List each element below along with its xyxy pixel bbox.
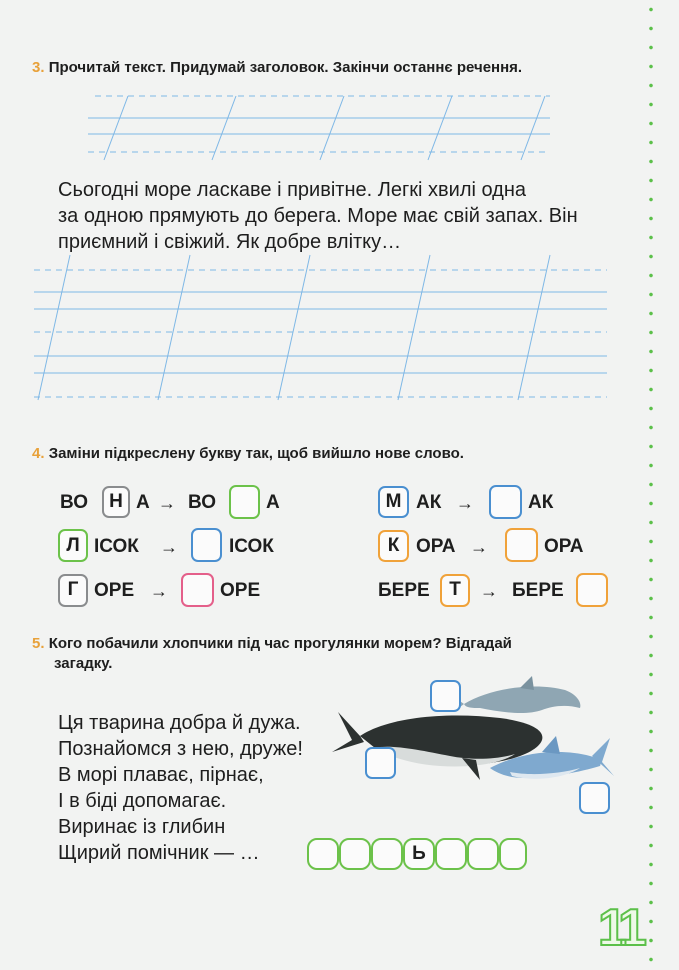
task-number: 3.	[32, 59, 45, 76]
word-part: БЕРЕ	[378, 580, 430, 601]
word-part: БЕРЕ	[512, 580, 564, 601]
riddle-line: Виринає із глибин	[58, 816, 226, 838]
task-4-heading	[32, 444, 464, 464]
word-part: А	[266, 492, 280, 513]
underlined-letter: Н	[109, 491, 123, 512]
arrow-icon: →	[158, 493, 176, 513]
answer-cell[interactable]	[371, 838, 403, 870]
word-part: АК	[528, 492, 554, 513]
underlined-letter: М	[385, 491, 402, 512]
dolphin-answer-box[interactable]	[430, 680, 461, 712]
word-part: ВО	[188, 492, 217, 513]
task-instruction: Прочитай текст. Придумай заголовок. Закінчи останнє речення.	[48, 59, 523, 76]
answer-cell[interactable]	[435, 838, 467, 870]
answer-box[interactable]	[576, 573, 608, 607]
riddle-line: Познайомся з нею, друже!	[58, 738, 303, 760]
riddle-line: І в біді допомагає.	[58, 790, 227, 812]
arrow-icon: →	[150, 581, 168, 601]
word-part: АК	[416, 492, 442, 513]
arrow-icon: →	[470, 537, 488, 557]
underlined-letter: Л	[66, 535, 80, 556]
word-part: ОРЕ	[94, 580, 135, 601]
riddle-line: Ця тварина добра й дужа.	[58, 712, 301, 734]
task-instruction-cont: загадку.	[54, 655, 113, 672]
task-number: 5.	[32, 635, 45, 652]
word-part: ОРЕ	[220, 580, 261, 601]
riddle-line: В морі плаває, пірнає,	[58, 764, 264, 786]
text-line: приємний і свіжий. Як добре влітку…	[58, 231, 402, 253]
task-instruction: Заміни підкреслену букву так, щоб вийшло нове слово.	[48, 445, 464, 462]
task-3-text	[58, 177, 578, 255]
answer-box[interactable]	[181, 573, 214, 607]
answer-cell[interactable]	[499, 838, 527, 870]
answer-cell[interactable]	[467, 838, 499, 870]
page-number: 11	[598, 899, 641, 957]
word-part: ОРА	[544, 536, 584, 557]
text-line: за одною прямують до берега. Море має свій запах. Він	[58, 205, 578, 227]
word-part: ІСОК	[94, 536, 139, 557]
word-part: А	[136, 492, 150, 513]
word-part: ВО	[60, 492, 89, 513]
answer-cell[interactable]	[339, 838, 371, 870]
arrow-icon: →	[160, 537, 178, 557]
answer-letter: Ь	[412, 843, 426, 864]
underlined-letter: К	[387, 535, 400, 556]
underlined-letter: Г	[67, 579, 79, 600]
text-line: Сьогодні море ласкаве і привітне. Легкі хвилі одна	[58, 179, 527, 201]
word-part: ОРА	[416, 536, 456, 557]
dolphin-icon	[450, 676, 580, 713]
answer-box[interactable]	[229, 485, 260, 519]
shark-answer-box[interactable]	[579, 782, 610, 814]
answer-box[interactable]	[191, 528, 222, 562]
task-number: 4.	[32, 445, 45, 462]
whale-answer-box[interactable]	[365, 747, 396, 779]
underlined-letter: Т	[449, 579, 461, 600]
word-part: ІСОК	[229, 536, 274, 557]
answer-box[interactable]	[489, 485, 522, 519]
riddle	[58, 710, 303, 866]
task-instruction: Кого побачили хлопчики під час прогулянки морем? Відгадай	[48, 635, 512, 652]
answer-cell[interactable]	[307, 838, 339, 870]
arrow-icon: →	[480, 581, 498, 601]
answer-box[interactable]	[505, 528, 538, 562]
sea-animals-illustration	[330, 668, 620, 808]
arrow-icon: →	[456, 493, 474, 513]
riddle-line: Щирий помічник — …	[58, 842, 260, 864]
